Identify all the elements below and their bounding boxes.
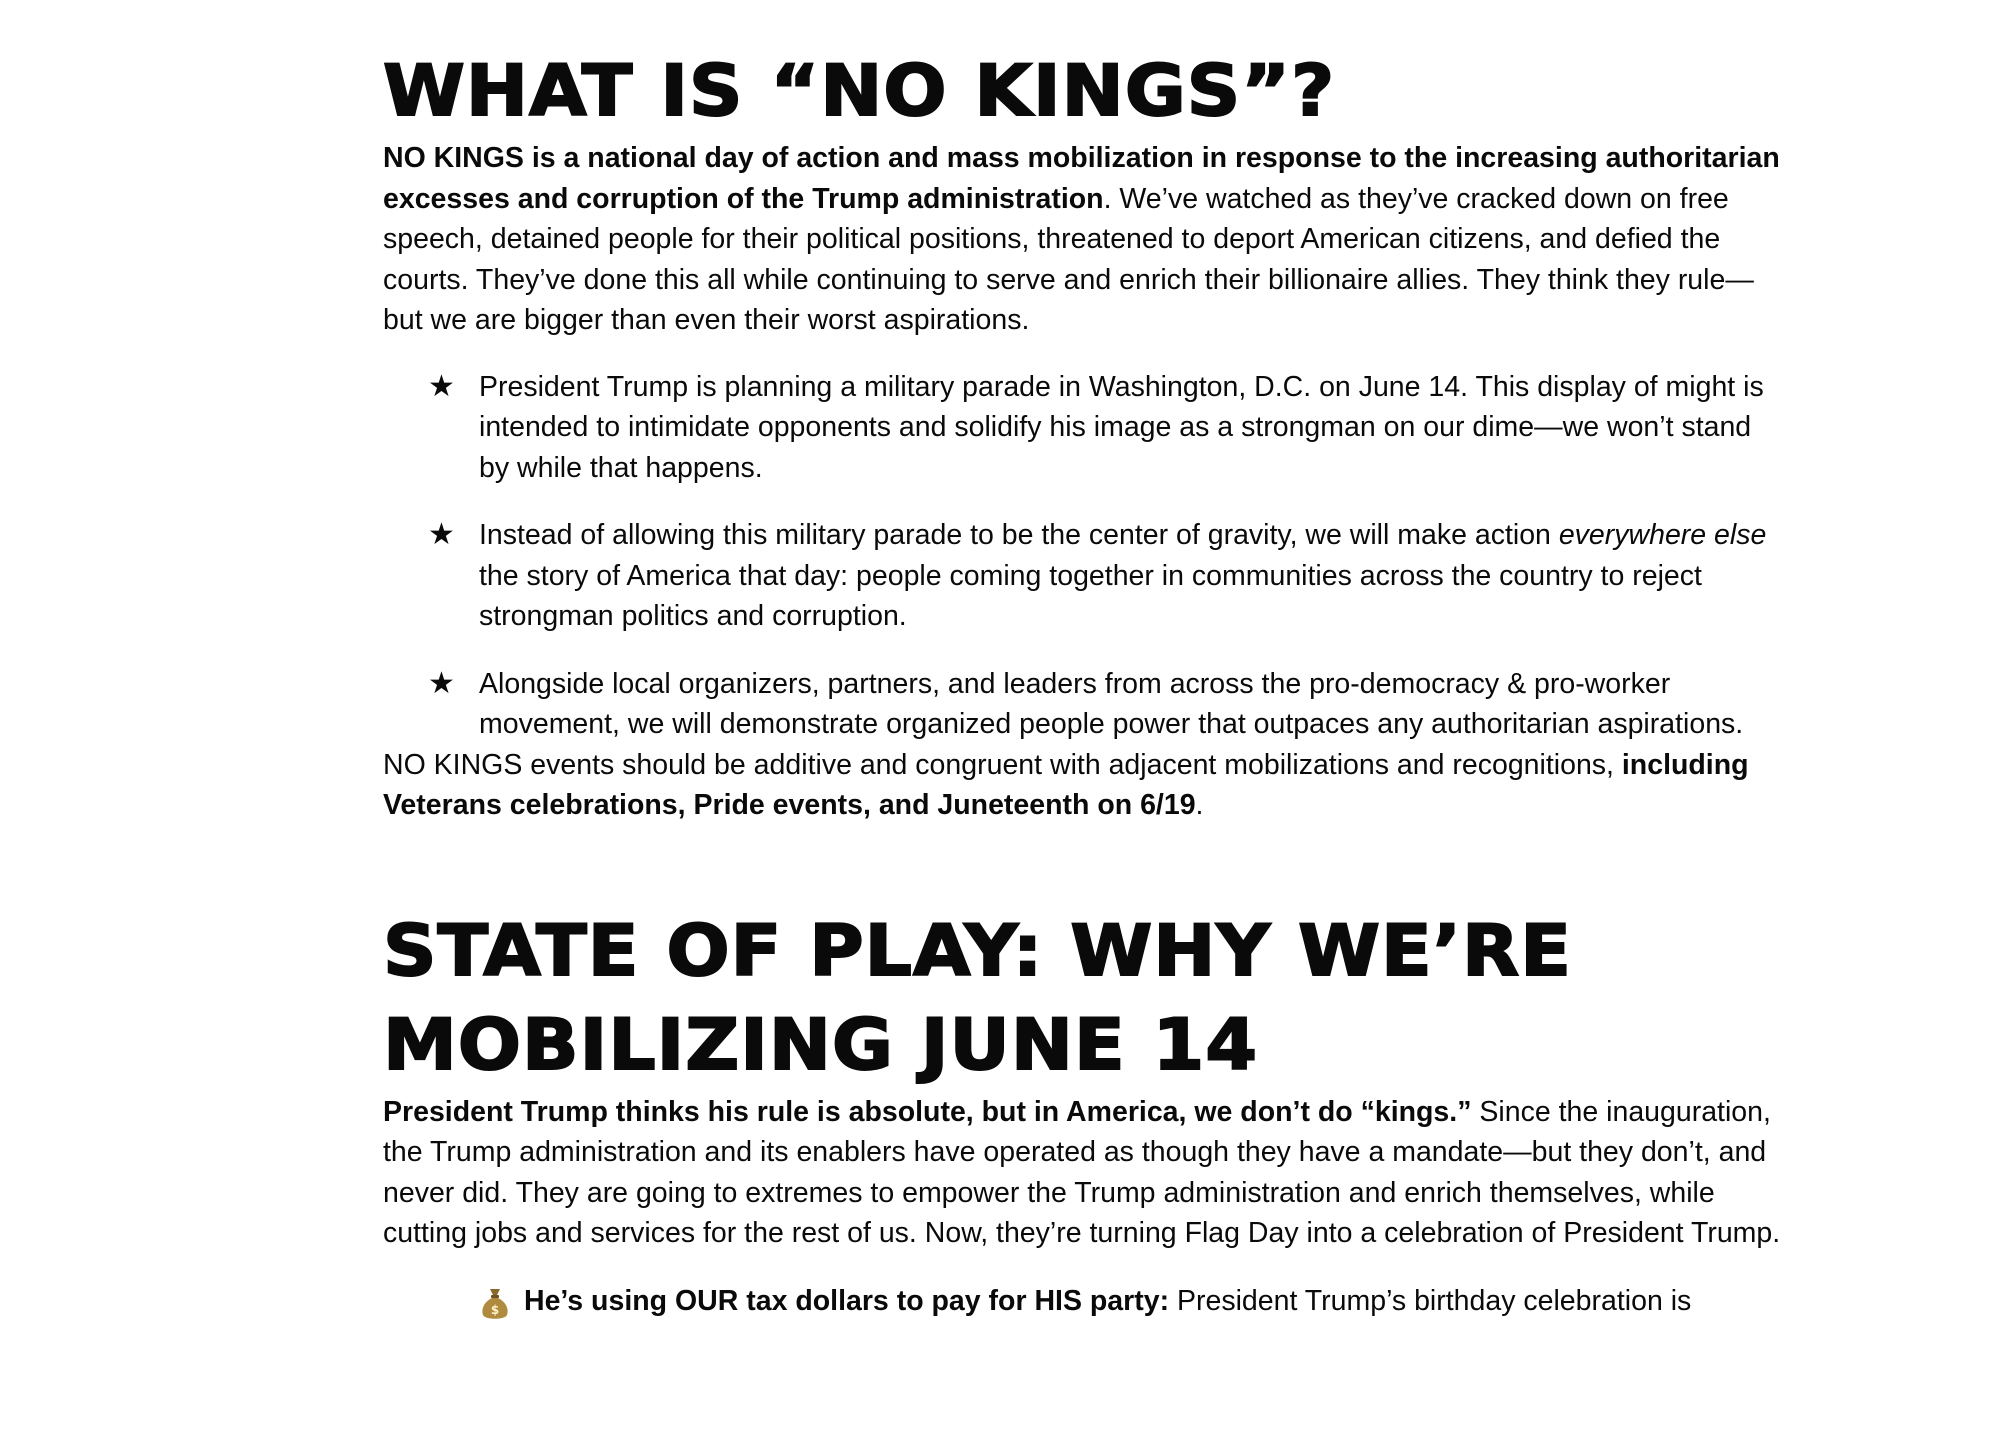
bullet-bold-text: He’s using OUR tax dollars to pay for HIS party: xyxy=(524,1284,1170,1317)
bullet-emphasis: everywhere else xyxy=(1558,519,1767,551)
bullet-text: President Trump’s birthday celebration is xyxy=(1169,1284,1692,1317)
star-icon: ★ xyxy=(428,517,455,552)
intro-text: . We’ve watched as they’ve cracked down on free speech, detained people for their political positions, threatened to deport American citizens, and defied the courts. They’ve done this all while continuing to serve and enrich their billionaire allies. They think they rule—but we are bigger than even their worst aspirations. xyxy=(383,182,1754,336)
star-icon: ★ xyxy=(428,368,455,404)
bullet-text-continued: the story of America that day: people coming together in communities across the country to reject strongman politics and corruption. xyxy=(479,559,1702,632)
star-icon: ★ xyxy=(428,665,455,701)
list-item xyxy=(428,664,1783,745)
svg-text:$: $ xyxy=(490,1302,500,1317)
intro-paragraph xyxy=(383,138,1783,341)
section-heading-state-of-play xyxy=(383,904,1783,1092)
star-bullet-list xyxy=(383,367,1783,745)
list-item xyxy=(428,515,1783,637)
section-heading-line: STATE OF PLAY: WHY WE’RE xyxy=(383,909,1572,992)
list-item xyxy=(428,367,1783,489)
bullet-text: President Trump is planning a military parade in Washington, D.C. on June 14. This display of might is intended to intimidate opponents and solidify his image as a strongman on our dime—we won’t stand by while that happens. xyxy=(479,370,1764,484)
closing-text: NO KINGS events should be additive and congruent with adjacent mobilizations and recognitions, xyxy=(383,748,1622,781)
section-heading-what-is-no-kings: WHAT IS “NO KINGS”? xyxy=(383,50,1336,132)
money-bullet-list xyxy=(383,1281,1783,1322)
bullet-text: Instead of allowing this military parade to be the center of gravity, we will make action xyxy=(479,519,1559,551)
closing-period: . xyxy=(1195,789,1204,821)
list-item xyxy=(490,1281,1783,1322)
closing-bold-text: including Veterans celebrations, Pride events, and Juneteenth on 6/19 xyxy=(383,748,1749,821)
state-bold-text: President Trump thinks his rule is absolute, but in America, we don’t do “kings.” xyxy=(383,1095,1472,1128)
document-content xyxy=(383,44,1783,1321)
bullet-text: Alongside local organizers, partners, and leaders from across the pro-democracy & pro-worker movement, we will demonstrate organized people power that outpaces any authoritarian aspirations. xyxy=(479,667,1744,740)
state-of-play-paragraph xyxy=(383,1092,1783,1254)
state-text: Since the inauguration, the Trump administration and its enablers have operated as though they have a mandate—but they don’t, and never did. They are going to extremes to empower the Trump administration and enrich themselves, while cutting jobs and services for the rest of us. Now, they’re turning Flag Day into a celebration of President Trump. xyxy=(383,1095,1781,1249)
section-heading-line: MOBILIZING JUNE 14 xyxy=(383,1003,1259,1086)
closing-paragraph xyxy=(383,745,1783,826)
intro-bold-text: NO KINGS is a national day of action and mass mobilization in response to the increasing authoritarian excesses and corruption of the Trump administration xyxy=(383,142,1780,215)
moneybag-icon xyxy=(480,1287,510,1321)
